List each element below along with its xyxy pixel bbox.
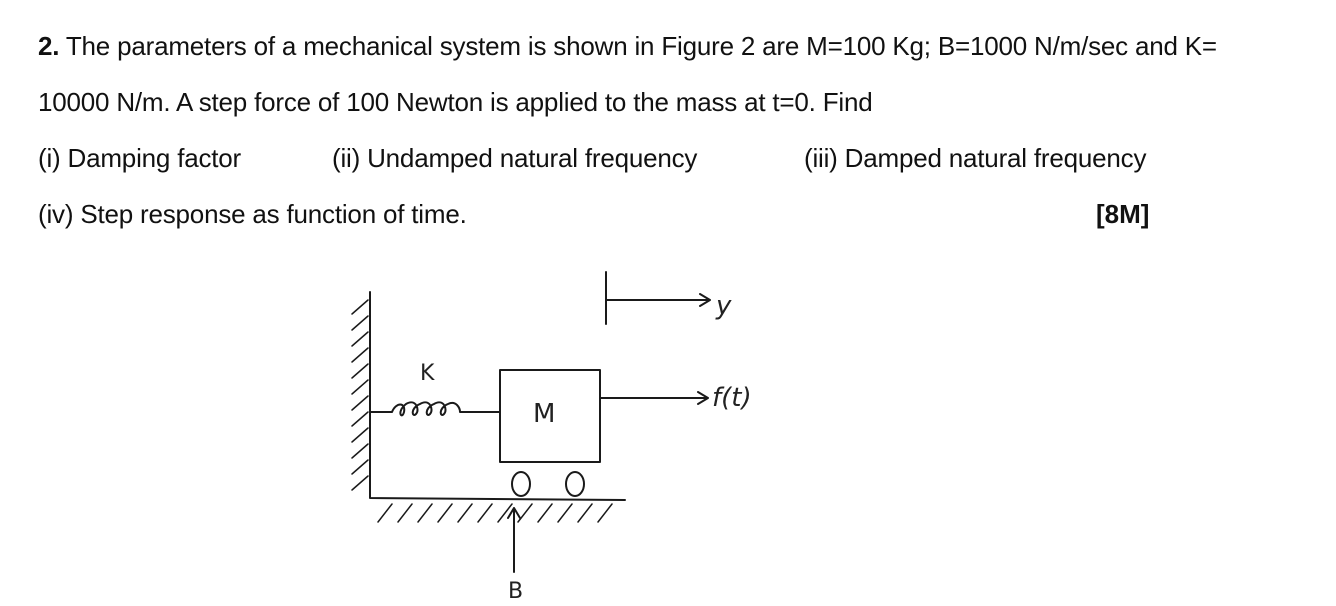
- damper-label: B: [508, 579, 524, 604]
- question-line-2: 10000 N/m. A step force of 100 Newton is applied to the mass at t=0. Find: [38, 87, 873, 117]
- wheel-left: [512, 472, 530, 496]
- spring: [370, 402, 500, 415]
- mass-label: M: [533, 399, 556, 429]
- force-arrow: [600, 392, 708, 404]
- figure-drawing: [340, 252, 810, 606]
- option-iv: (iv) Step response as function of time.: [38, 199, 467, 229]
- wheel-right: [566, 472, 584, 496]
- spring-label: K: [420, 361, 435, 386]
- option-iii: (iii) Damped natural frequency: [804, 143, 1147, 173]
- wall: [370, 292, 625, 500]
- force-label: f(t): [712, 383, 752, 413]
- marks-badge: [8M]: [1096, 199, 1150, 229]
- option-ii: (ii) Undamped natural frequency: [332, 143, 698, 173]
- displacement-arrow: [606, 272, 710, 324]
- question-line-1: [38, 30, 1217, 62]
- option-i: (i) Damping factor: [38, 143, 242, 173]
- mechanical-system-figure: [340, 252, 810, 606]
- question-statement: The parameters of a mechanical system is shown in Figure 2 are M=100 Kg; B=1000 N/m/sec and K=: [65, 31, 1217, 61]
- displacement-label: y: [716, 291, 732, 321]
- damper-arrow: [508, 508, 520, 572]
- question-number: 2.: [38, 31, 60, 61]
